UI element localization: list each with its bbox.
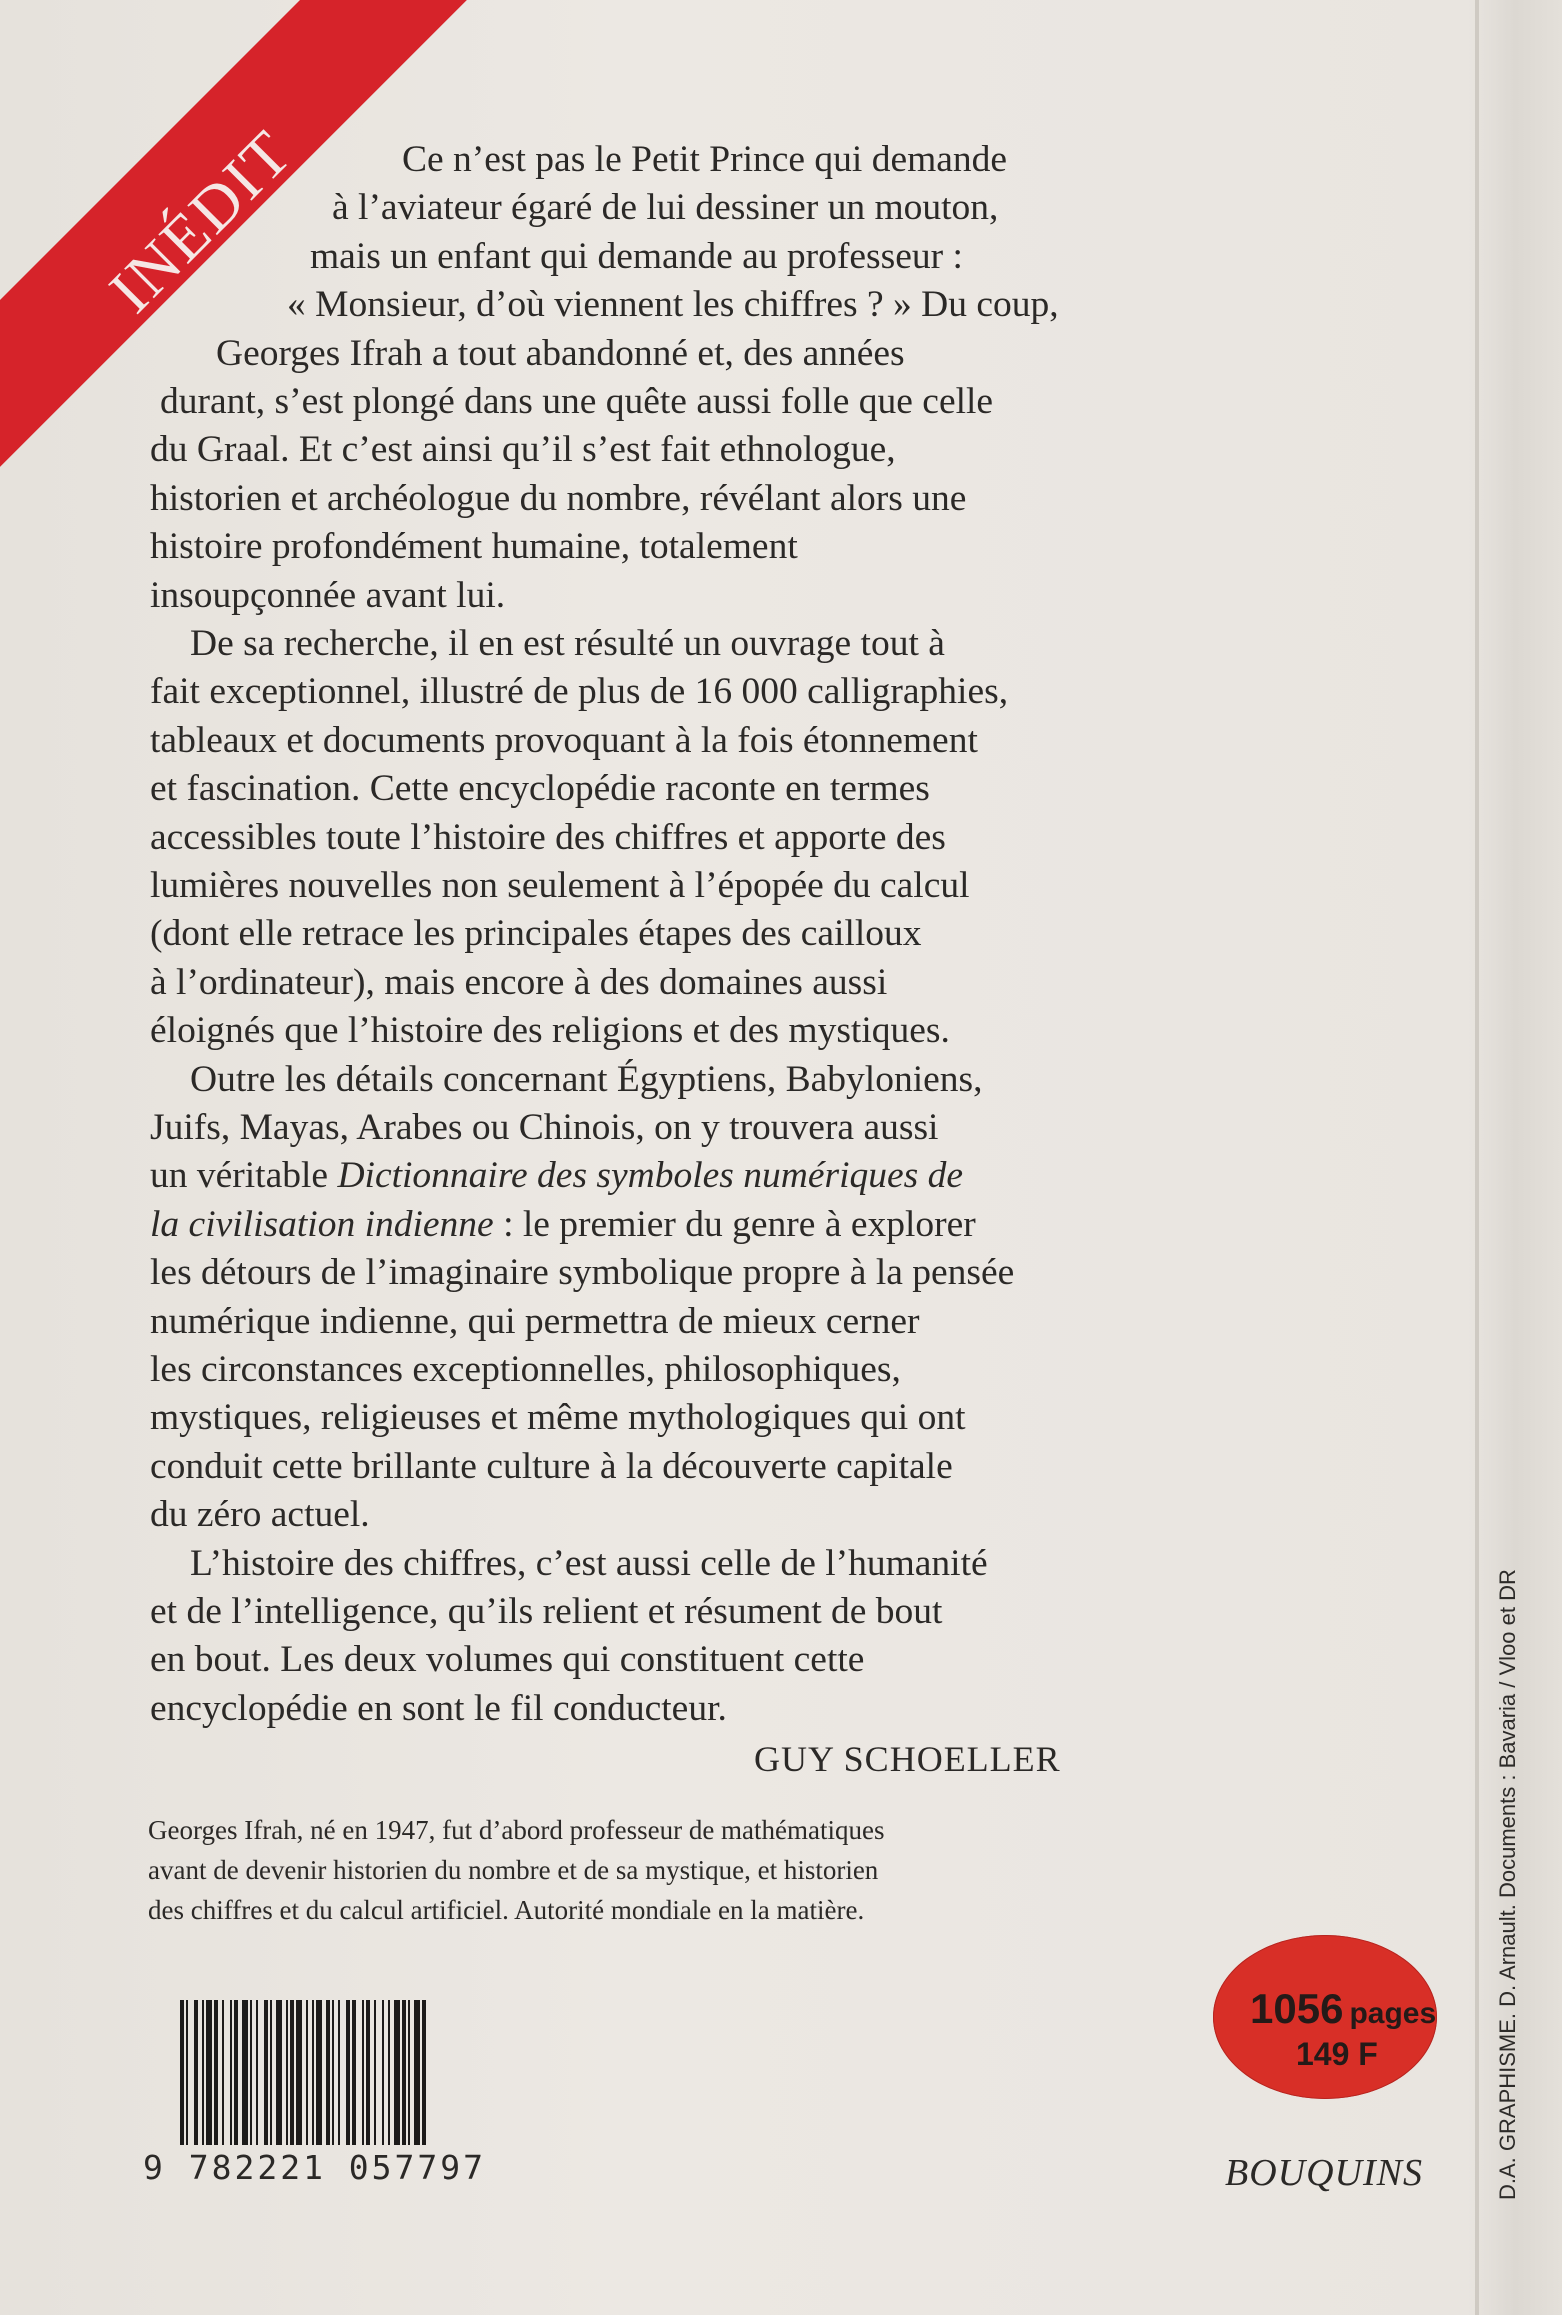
blurb-line bbox=[150, 668, 1008, 716]
blurb-line bbox=[150, 1636, 864, 1684]
blurb-line bbox=[310, 233, 963, 281]
barcode-bar bbox=[382, 2000, 384, 2145]
blurb-line bbox=[150, 1007, 950, 1055]
blurb-line bbox=[150, 959, 887, 1007]
blurb-segment: du zéro actuel. bbox=[150, 1494, 370, 1536]
blurb-line bbox=[150, 1298, 919, 1346]
blurb-line bbox=[150, 862, 970, 910]
isbn-digits: 9 782221 057797 bbox=[143, 2148, 487, 2187]
blurb-segment: à l’aviateur égaré de lui dessiner un mouton, bbox=[332, 187, 999, 229]
barcode-bar bbox=[230, 2000, 232, 2145]
barcode-bar bbox=[414, 2000, 420, 2145]
blurb-line bbox=[150, 765, 930, 813]
spine-edge bbox=[1475, 0, 1479, 2315]
inedit-label: INÉDIT bbox=[95, 116, 306, 326]
blurb-segment: en bout. Les deux volumes qui constituent cette bbox=[150, 1639, 865, 1681]
blurb-line bbox=[402, 136, 1007, 184]
barcode-bar bbox=[234, 2000, 238, 2145]
blurb-line bbox=[216, 330, 905, 378]
blurb-line bbox=[150, 1443, 953, 1491]
barcode-bar bbox=[202, 2000, 204, 2145]
author-bio bbox=[148, 1810, 1088, 1930]
blurb-segment: accessibles toute l’histoire des chiffres et apporte des bbox=[150, 816, 946, 858]
blurb-segment: lumières nouvelles non seulement à l’épopée du calcul bbox=[150, 865, 970, 906]
page-count-number: 1056 bbox=[1250, 1985, 1344, 2032]
blurb-segment: Georges Ifrah a tout abandonné et, des années bbox=[216, 332, 905, 374]
blurb-segment: mystiques, religieuses et même mythologiques qui ont bbox=[150, 1397, 966, 1439]
blurb-segment: les détours de l’imaginaire symbolique propre à la pensée bbox=[150, 1252, 1015, 1294]
blurb-line bbox=[150, 814, 946, 862]
barcode-bar bbox=[312, 2000, 314, 2145]
blurb-segment: Outre les détails concernant Égyptiens, Babyloniens, bbox=[190, 1058, 983, 1100]
barcode-bar bbox=[422, 2000, 426, 2145]
blurb-line bbox=[150, 475, 966, 523]
barcode-bar bbox=[242, 2000, 248, 2145]
barcode-bar bbox=[316, 2000, 322, 2145]
blurb-segment: durant, s’est plongé dans une quête aussi folle que celle bbox=[160, 381, 994, 422]
blurb-line bbox=[150, 426, 896, 474]
barcode-bar bbox=[394, 2000, 400, 2145]
blurb-segment: éloignés que l’histoire des religions et des mystiques. bbox=[150, 1010, 950, 1052]
blurb-line bbox=[150, 717, 978, 765]
barcode bbox=[180, 2000, 490, 2145]
blurb-line bbox=[150, 1104, 938, 1152]
barcode-bar bbox=[326, 2000, 330, 2145]
blurb-italic-segment: Dictionnaire des symboles numériques de bbox=[337, 1155, 964, 1197]
blurb-italic-segment: la civilisation indienne bbox=[150, 1203, 494, 1245]
blurb-segment: à l’ordinateur), mais encore à des domaines aussi bbox=[150, 961, 888, 1003]
bio-line: avant de devenir historien du nombre et de sa mystique, et historien bbox=[148, 1855, 879, 1885]
barcode-bar bbox=[296, 2000, 302, 2145]
publisher-name: BOUQUINS bbox=[1225, 2152, 1423, 2194]
page-count bbox=[1250, 1985, 1436, 2033]
blurb-segment: les circonstances exceptionnelles, philosophiques, bbox=[150, 1349, 901, 1390]
bio-line: des chiffres et du calcul artificiel. Autorité mondiale en la matière. bbox=[148, 1895, 865, 1925]
blurb-segment: un véritable bbox=[150, 1155, 338, 1197]
blurb-segment: numérique indienne, qui permettra de mieux cerner bbox=[150, 1300, 920, 1342]
blurb-line bbox=[190, 620, 945, 668]
blurb-line bbox=[150, 523, 798, 571]
blurb-line bbox=[332, 184, 998, 232]
barcode-bar bbox=[362, 2000, 364, 2145]
barcode-bar bbox=[366, 2000, 370, 2145]
blurb-line bbox=[150, 1201, 976, 1249]
barcode-bar bbox=[338, 2000, 340, 2145]
barcode-bar bbox=[352, 2000, 356, 2145]
barcode-bar bbox=[402, 2000, 406, 2145]
blurb-line bbox=[190, 1540, 988, 1588]
blurb-line bbox=[287, 281, 1059, 329]
page-count-unit: pages bbox=[1349, 1997, 1437, 2030]
blurb-line bbox=[150, 1152, 963, 1200]
barcode-bar bbox=[250, 2000, 252, 2145]
barcode-bar bbox=[290, 2000, 294, 2145]
blurb-segment: : le premier du genre à explorer bbox=[493, 1203, 976, 1245]
barcode-bar bbox=[306, 2000, 308, 2145]
blurb-segment: L’histoire des chiffres, c’est aussi celle de l’humanité bbox=[190, 1542, 988, 1584]
blurb-segment: insoupçonnée avant lui. bbox=[150, 574, 506, 616]
blurb-segment: « Monsieur, d’où viennent les chiffres ? » Du coup, bbox=[287, 284, 1059, 326]
barcode-bar bbox=[180, 2000, 184, 2145]
bio-line: Georges Ifrah, né en 1947, fut d’abord professeur de mathématiques bbox=[148, 1815, 885, 1845]
barcode-bar bbox=[408, 2000, 410, 2145]
blurb-segment: et fascination. Cette encyclopédie raconte en termes bbox=[150, 768, 930, 810]
blurb-segment: historien et archéologue du nombre, révélant alors une bbox=[150, 477, 967, 519]
barcode-bar bbox=[186, 2000, 188, 2145]
barcode-bar bbox=[214, 2000, 218, 2145]
blurb-segment: De sa recherche, il en est résulté un ouvrage tout à bbox=[190, 623, 945, 664]
barcode-bar bbox=[206, 2000, 212, 2145]
blurb-line bbox=[150, 1491, 370, 1539]
blurb-line bbox=[160, 378, 993, 426]
blurb-line bbox=[150, 1394, 966, 1442]
barcode-bar bbox=[332, 2000, 334, 2145]
blurb-segment: encyclopédie en sont le fil conducteur. bbox=[150, 1687, 727, 1729]
barcode-bar bbox=[388, 2000, 390, 2145]
barcode-bar bbox=[270, 2000, 272, 2145]
blurb-line bbox=[150, 1588, 942, 1636]
blurb-segment: conduit cette brillante culture à la découverte capitale bbox=[150, 1445, 953, 1487]
blurb-segment: du Graal. Et c’est ainsi qu’il s’est fait ethnologue, bbox=[150, 429, 896, 471]
blurb-line bbox=[190, 1056, 983, 1104]
barcode-bar bbox=[222, 2000, 224, 2145]
blurb-segment: tableaux et documents provoquant à la fois étonnement bbox=[150, 719, 978, 761]
price-amount: 149 F bbox=[1296, 2036, 1378, 2072]
blurb-segment: Juifs, Mayas, Arabes ou Chinois, on y trouvera aussi bbox=[150, 1107, 939, 1148]
blurb-line bbox=[150, 1346, 901, 1394]
blurb-segment: et de l’intelligence, qu’ils relient et résument de bout bbox=[150, 1591, 943, 1632]
design-credits: D.A. GRAPHISME. D. Arnault. Documents : Bavaria / Vloo et DR bbox=[1495, 1569, 1520, 2200]
signature: GUY SCHOELLER bbox=[754, 1739, 1061, 1779]
barcode-bar bbox=[374, 2000, 376, 2145]
blurb-segment: Ce n’est pas le Petit Prince qui demande bbox=[402, 139, 1008, 180]
barcode-bar bbox=[346, 2000, 350, 2145]
blurb-segment: (dont elle retrace les principales étapes des cailloux bbox=[150, 913, 922, 955]
blurb-segment: histoire profondément humaine, totalement bbox=[150, 526, 798, 568]
barcode-bar bbox=[286, 2000, 288, 2145]
barcode-bar bbox=[256, 2000, 258, 2145]
barcode-bar bbox=[276, 2000, 282, 2145]
blurb-line bbox=[150, 572, 505, 620]
blurb-line bbox=[150, 910, 922, 958]
blurb-line bbox=[150, 1249, 1014, 1297]
barcode-bar bbox=[194, 2000, 198, 2145]
barcode-bar bbox=[264, 2000, 268, 2145]
blurb-line bbox=[150, 1685, 727, 1733]
blurb-segment: fait exceptionnel, illustré de plus de 16 000 calligraphies, bbox=[150, 671, 1009, 713]
blurb-segment: mais un enfant qui demande au professeur : bbox=[310, 235, 963, 277]
